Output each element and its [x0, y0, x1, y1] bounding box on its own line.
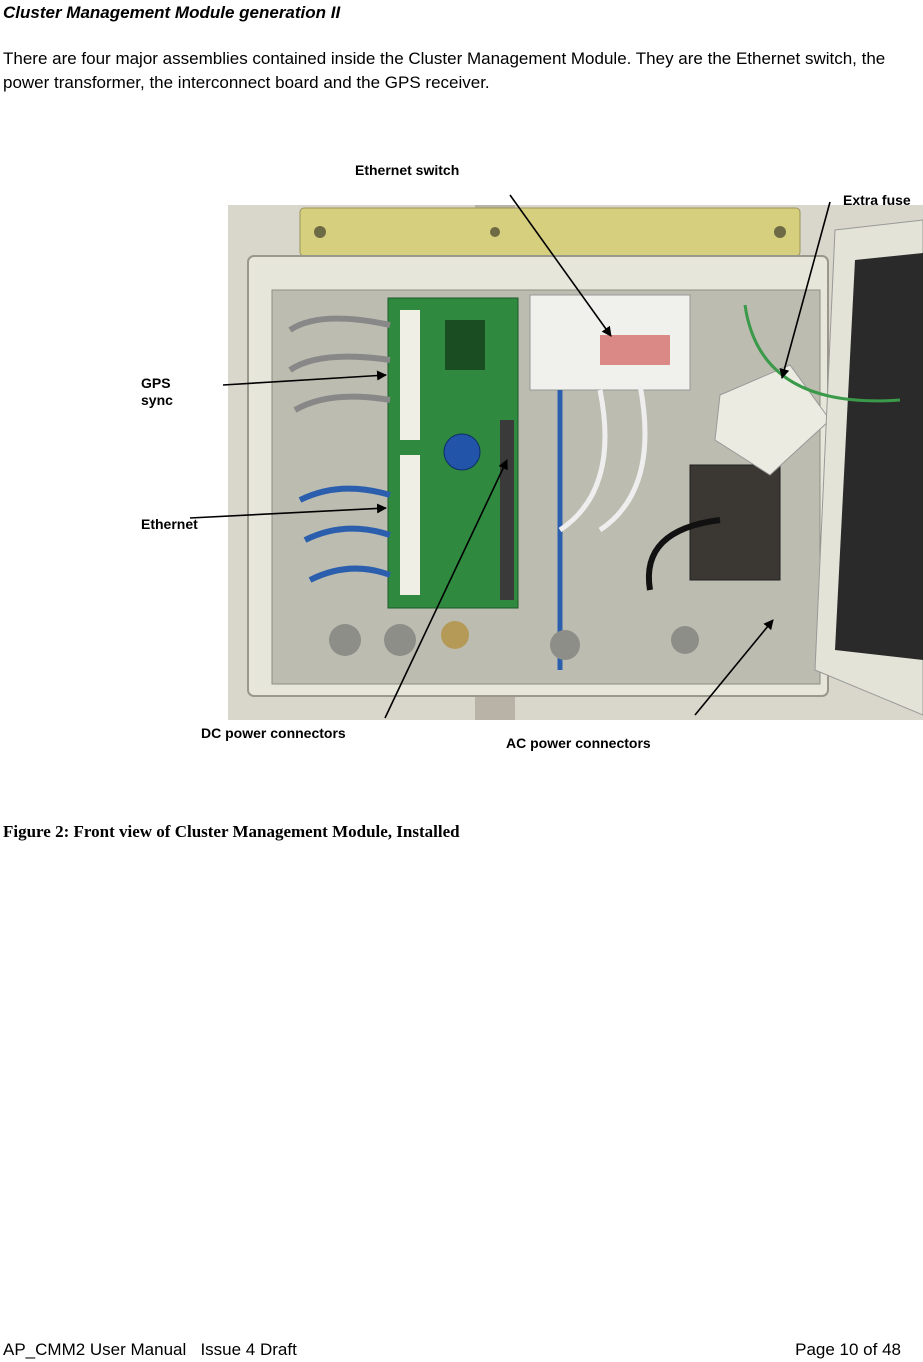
callout-gps-sync-line2: sync — [141, 392, 173, 408]
callout-gps-sync — [141, 375, 173, 409]
callout-ethernet: Ethernet — [141, 516, 198, 532]
section-heading: Cluster Management Module generation II — [3, 3, 341, 22]
footer-page-number: Page 10 of 48 — [795, 1340, 901, 1359]
callout-dc-power: DC power connectors — [201, 725, 346, 741]
footer-document-title: AP_CMM2 User Manual Issue 4 Draft — [3, 1340, 297, 1359]
intro-paragraph: There are four major assemblies contained inside the Cluster Management Module. They are the Ethernet switch, the power transformer, the interconnect board and the GPS receiver. — [3, 49, 886, 92]
callout-extra-fuse: Extra fuse — [843, 192, 911, 208]
figure-cluster-management-module — [0, 150, 923, 760]
callout-ethernet-switch: Ethernet switch — [355, 162, 460, 178]
figure-caption: Figure 2: Front view of Cluster Management Module, Installed — [3, 822, 460, 841]
module-photo — [0, 150, 923, 760]
callout-gps-sync-line1: GPS — [141, 375, 171, 391]
callout-ac-power: AC power connectors — [506, 735, 651, 751]
